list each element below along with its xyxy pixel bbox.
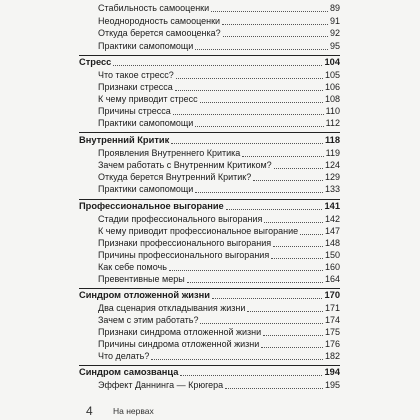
toc-entry xyxy=(98,339,340,350)
toc-entry xyxy=(98,82,340,93)
toc-leader xyxy=(300,233,323,235)
toc-section-heading xyxy=(79,290,340,301)
toc-leader xyxy=(247,310,323,312)
toc-section-title: Синдром самозванца xyxy=(79,367,179,377)
toc-section-page: 104 xyxy=(324,57,340,67)
toc-entry xyxy=(98,41,340,52)
toc-leader xyxy=(264,221,323,223)
section-rule xyxy=(79,55,340,56)
toc-entry-label: К чему приводит стресс xyxy=(98,94,198,104)
toc-entry-page: 119 xyxy=(325,148,340,158)
toc-entry-label: Что такое стресс? xyxy=(98,70,174,80)
toc-entry xyxy=(98,250,340,261)
section-rule xyxy=(79,365,340,366)
toc-leader xyxy=(187,281,323,283)
toc-entry xyxy=(98,351,340,362)
toc-entry-page: 147 xyxy=(324,226,340,236)
toc-entry xyxy=(98,148,340,159)
section-rule xyxy=(79,132,340,133)
toc-entry-label: Откуда берется самооценка? xyxy=(98,28,221,38)
toc-entry-label: Проявления Внутреннего Критика xyxy=(98,148,241,158)
toc-leader xyxy=(242,155,323,157)
toc-entry-label: Откуда берется Внутренний Критик? xyxy=(98,172,252,182)
toc-leader xyxy=(261,346,323,348)
toc-entry-page: 195 xyxy=(324,380,340,390)
toc-entry xyxy=(98,214,340,225)
toc-leader xyxy=(113,64,322,66)
toc-entry-label: Причины стресса xyxy=(98,106,171,116)
toc-entry xyxy=(98,106,340,117)
toc-section-page: 194 xyxy=(324,367,340,377)
toc-entry-label: Причины синдрома отложенной жизни xyxy=(98,339,260,349)
section-rule xyxy=(79,199,340,200)
toc-section-title: Профессиональное выгорание xyxy=(79,201,224,211)
toc-entry-page: 108 xyxy=(324,94,340,104)
toc-entry xyxy=(98,226,340,237)
toc-entry-label: Два сценария откладывания жизни xyxy=(98,303,246,313)
toc-entry xyxy=(98,184,340,195)
toc-section-heading xyxy=(79,135,340,146)
toc-entry xyxy=(98,94,340,105)
toc-entry-label: Стабильность самооценки xyxy=(98,3,210,13)
toc-leader xyxy=(195,125,323,127)
toc-leader xyxy=(223,35,328,37)
toc-entry-label: Как себе помочь xyxy=(98,262,167,272)
toc-entry-page: 160 xyxy=(324,262,340,272)
toc-section-title: Синдром отложенной жизни xyxy=(79,290,210,300)
toc-entry-page: 133 xyxy=(324,184,340,194)
toc-entry-page: 182 xyxy=(324,351,340,361)
toc-entry xyxy=(98,3,340,14)
toc-entry-label: Признаки профессионального выгорания xyxy=(98,238,272,248)
toc-section-title: Внутренний Критик xyxy=(79,135,170,145)
toc-leader xyxy=(176,77,323,79)
toc-entry-label: Признаки стресса xyxy=(98,82,173,92)
toc-section-title: Стресс xyxy=(79,57,112,67)
toc-entry xyxy=(98,160,340,171)
section-rule xyxy=(79,288,340,289)
toc-entry-page: 91 xyxy=(329,16,340,26)
toc-leader xyxy=(195,48,328,50)
toc-entry-page: 150 xyxy=(324,250,340,260)
toc-entry-page: 112 xyxy=(325,118,340,128)
toc-entry-label: Неоднородность самооценки xyxy=(98,16,221,26)
toc-entry xyxy=(98,28,340,39)
toc-entry-label: К чему приводит профессиональное выгорание xyxy=(98,226,299,236)
toc-section-heading xyxy=(79,201,340,212)
toc-entry-page: 92 xyxy=(329,28,340,38)
toc-entry-label: Практики самопомощи xyxy=(98,118,194,128)
toc-entry-page: 89 xyxy=(329,3,340,13)
toc-leader xyxy=(222,23,328,25)
toc-leader xyxy=(200,101,323,103)
toc-entry xyxy=(98,380,340,391)
toc-entry-page: 176 xyxy=(324,339,340,349)
toc-leader xyxy=(211,10,328,12)
toc-entry-label: Причины профессионального выгорания xyxy=(98,250,270,260)
toc-entry-page: 174 xyxy=(324,315,340,325)
toc-entry xyxy=(98,238,340,249)
toc-section-heading xyxy=(79,367,340,378)
toc-entry-page: 148 xyxy=(324,238,340,248)
toc-entry-label: Практики самопомощи xyxy=(98,41,194,51)
toc-leader xyxy=(253,179,323,181)
toc-leader xyxy=(173,113,324,115)
toc-entry-page: 164 xyxy=(324,274,340,284)
toc-leader xyxy=(226,208,323,210)
toc-entry xyxy=(98,70,340,81)
toc-leader xyxy=(271,257,323,259)
toc-entry xyxy=(98,327,340,338)
toc-entry-label: Зачем с этим работать? xyxy=(98,315,199,325)
toc-leader xyxy=(180,374,322,376)
toc-leader xyxy=(171,142,323,144)
toc-entry-label: Что делать? xyxy=(98,351,150,361)
toc-entry xyxy=(98,262,340,273)
toc-leader xyxy=(151,358,323,360)
toc-entry-page: 129 xyxy=(324,172,340,182)
toc-entry-page: 106 xyxy=(324,82,340,92)
toc-section-heading xyxy=(79,57,340,68)
toc-entry-label: Признаки синдрома отложенной жизни xyxy=(98,327,262,337)
toc-entry xyxy=(98,172,340,183)
toc-leader xyxy=(263,334,323,336)
toc-section-page: 118 xyxy=(325,135,340,145)
toc-entry-page: 124 xyxy=(324,160,340,170)
toc-entry-label: Зачем работать с Внутренним Критиком? xyxy=(98,160,272,170)
toc-entry xyxy=(98,315,340,326)
running-title: На нервах xyxy=(113,406,154,416)
toc-leader xyxy=(273,245,323,247)
toc-section-page: 170 xyxy=(324,290,340,300)
toc-leader xyxy=(175,89,323,91)
toc-entry-page: 142 xyxy=(324,214,340,224)
toc-entry xyxy=(98,303,340,314)
toc-entry-page: 95 xyxy=(329,41,340,51)
toc-leader xyxy=(200,322,322,324)
toc-leader xyxy=(274,167,323,169)
toc-entry-label: Стадии профессионального выгорания xyxy=(98,214,263,224)
toc-entry-page: 110 xyxy=(325,106,340,116)
toc-entry-page: 171 xyxy=(324,303,340,313)
toc-leader xyxy=(169,269,323,271)
toc-leader xyxy=(225,387,323,389)
toc-entry xyxy=(98,274,340,285)
page-number: 4 xyxy=(86,404,93,418)
toc-entry-label: Превентивные меры xyxy=(98,274,185,284)
toc-entry-label: Эффект Даннинга — Крюгера xyxy=(98,380,224,390)
toc-section-page: 141 xyxy=(324,201,340,211)
toc-leader xyxy=(195,191,323,193)
toc-entry-page: 105 xyxy=(324,70,340,80)
toc-entry-label: Практики самопомощи xyxy=(98,184,194,194)
toc-entry xyxy=(98,16,340,27)
toc-leader xyxy=(212,297,323,299)
toc-entry xyxy=(98,118,340,129)
toc-entry-page: 175 xyxy=(324,327,340,337)
